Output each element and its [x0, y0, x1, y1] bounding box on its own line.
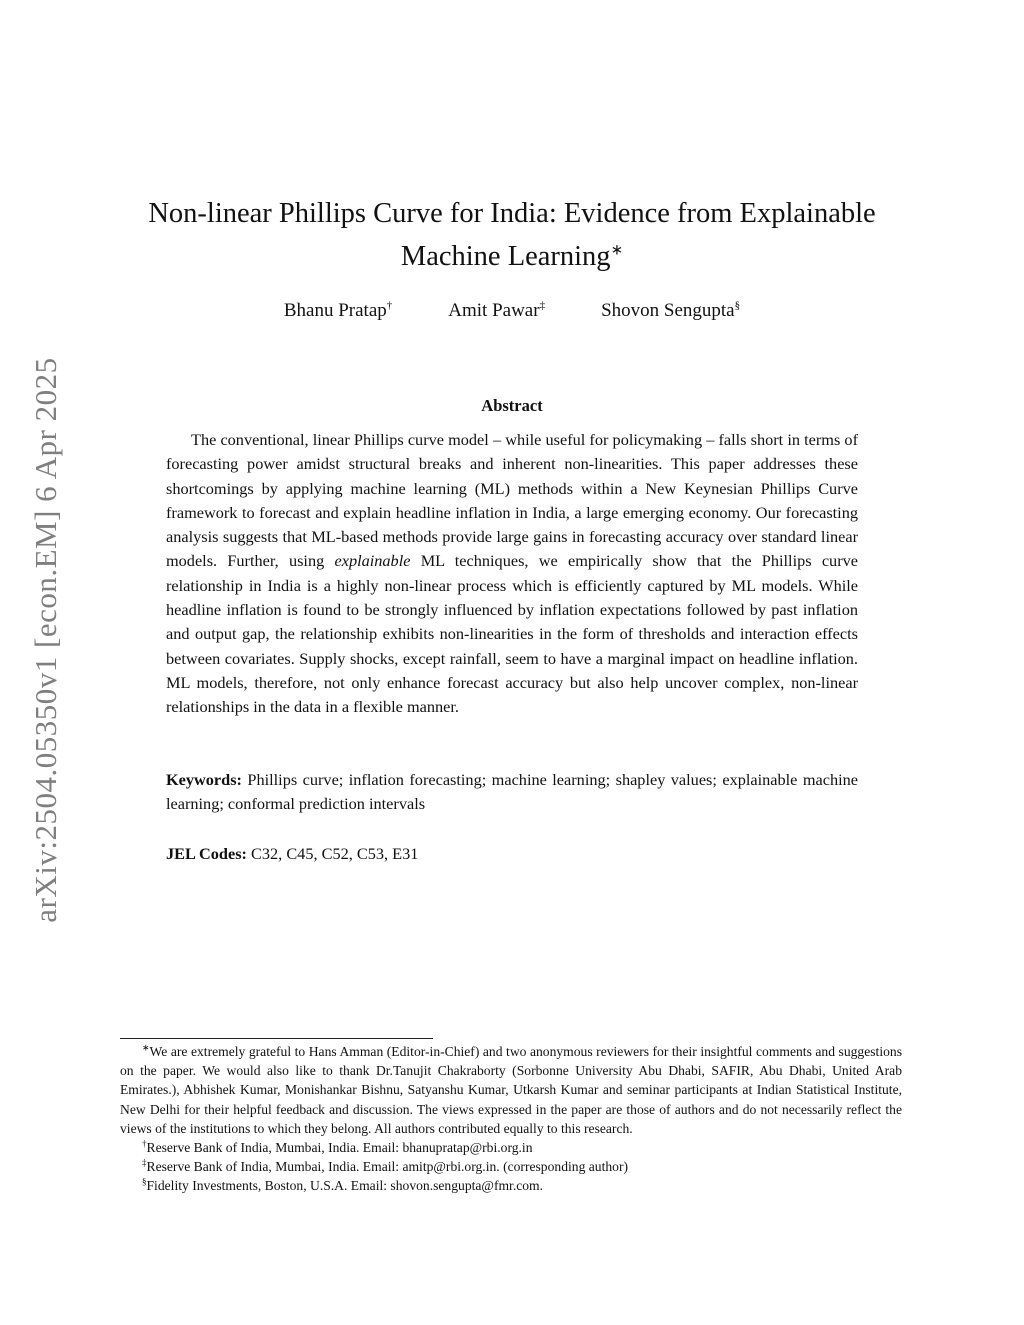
author-2: [448, 300, 545, 322]
footnote-acknowledgement: [120, 1042, 902, 1138]
footnote-text: Fidelity Investments, Boston, U.S.A. Email: shovon.sengupta@fmr.com.: [146, 1178, 544, 1194]
footnote-mark: †: [142, 1138, 147, 1149]
author-footnote-mark[interactable]: §: [734, 299, 741, 312]
footnote-divider: [120, 1038, 433, 1039]
jel-codes-section: [166, 842, 858, 866]
abstract-text-part-1: The conventional, linear Phillips curve model – while useful for policymaking – falls short in terms of forecasting power amidst structural breaks and inherent non-linearities. This paper addresses these shortcomings by applying machine learning (ML) methods within a New Keynesian Phillips Curve framework to forecast and explain headline inflation in India, a large emerging economy. Our forecasting analysis suggests that ML-based methods provide large gains in forecasting accuracy over standard linear models. Further, using: [166, 430, 858, 571]
author-3: [601, 300, 740, 322]
abstract-text-part-2: ML techniques, we empirically show that the Phillips curve relationship in India is a highly non-linear process which is efficiently captured by ML models. While headline inflation is found to be strongly influenced by inflation expectations followed by past inflation and output gap, the relationship exhibits non-linearities in the form of thresholds and interaction effects between covariates. Supply shocks, except rainfall, seem to have a marginal impact on headline inflation. ML models, therefore, not only enhance forecast accuracy but also help uncover complex, non-linear relationships in the data in a flexible manner.: [166, 551, 858, 717]
footnote-mark: ∗: [142, 1042, 150, 1053]
keywords-section: [166, 768, 858, 817]
jel-text: C32, C45, C52, C53, E31: [246, 844, 419, 863]
footnotes: [120, 1042, 902, 1196]
author-footnote-mark[interactable]: ‡: [539, 299, 546, 312]
footnote-text: Reserve Bank of India, Mumbai, India. Email: amitp@rbi.org.in. (corresponding author): [146, 1159, 629, 1175]
keywords-label: Keywords:: [166, 770, 242, 789]
author-list: [120, 300, 904, 322]
jel-label: JEL Codes:: [166, 844, 247, 863]
footnote-text: Reserve Bank of India, Mumbai, India. Email: bhanupratap@rbi.org.in: [146, 1140, 533, 1156]
paper-title: [120, 192, 904, 278]
author-name: Shovon Sengupta: [601, 300, 735, 321]
keywords-text: Phillips curve; inflation forecasting; machine learning; shapley values; explainable machine learning; conformal prediction intervals: [166, 770, 858, 814]
footnote-mark: ‡: [142, 1157, 147, 1168]
abstract-heading: Abstract: [481, 396, 543, 415]
footnote-author-3: [120, 1176, 902, 1195]
footnote-mark: §: [142, 1176, 147, 1187]
abstract-emphasis: explainable: [334, 551, 411, 571]
title-footnote-mark[interactable]: ∗: [610, 242, 624, 259]
author-1: [284, 300, 392, 322]
footnote-author-2: [120, 1157, 902, 1176]
author-footnote-mark[interactable]: †: [386, 299, 393, 312]
abstract-text: [166, 428, 858, 720]
footnote-text: We are extremely grateful to Hans Amman (Editor-in-Chief) and two anonymous reviewers for their insightful comments and suggestions on the paper. We would also like to thank Dr.Tanujit Chakraborty (Sorbonne University Abu Dhabi, SAFIR, Abu Dhabi, United Arab Emirates.), Abhishek Kumar, Monishankar Bishnu, Satyanshu Kumar, Utkarsh Kumar and seminar participants at Indian Statistical Institute, New Delhi for their helpful feedback and discussion. The views expressed in the paper are those of authors and do not necessarily reflect the views of the institutions to which they belong. All authors contributed equally to this research.: [120, 1044, 902, 1136]
arxiv-identifier: arXiv:2504.05350v1 [econ.EM] 6 Apr 2025: [28, 357, 63, 923]
author-name: Bhanu Pratap: [283, 300, 387, 321]
title-text: Non-linear Phillips Curve for India: Evidence from Explainable Machine Learning: [148, 198, 876, 272]
author-name: Amit Pawar: [448, 300, 540, 321]
footnote-author-1: [120, 1138, 902, 1157]
